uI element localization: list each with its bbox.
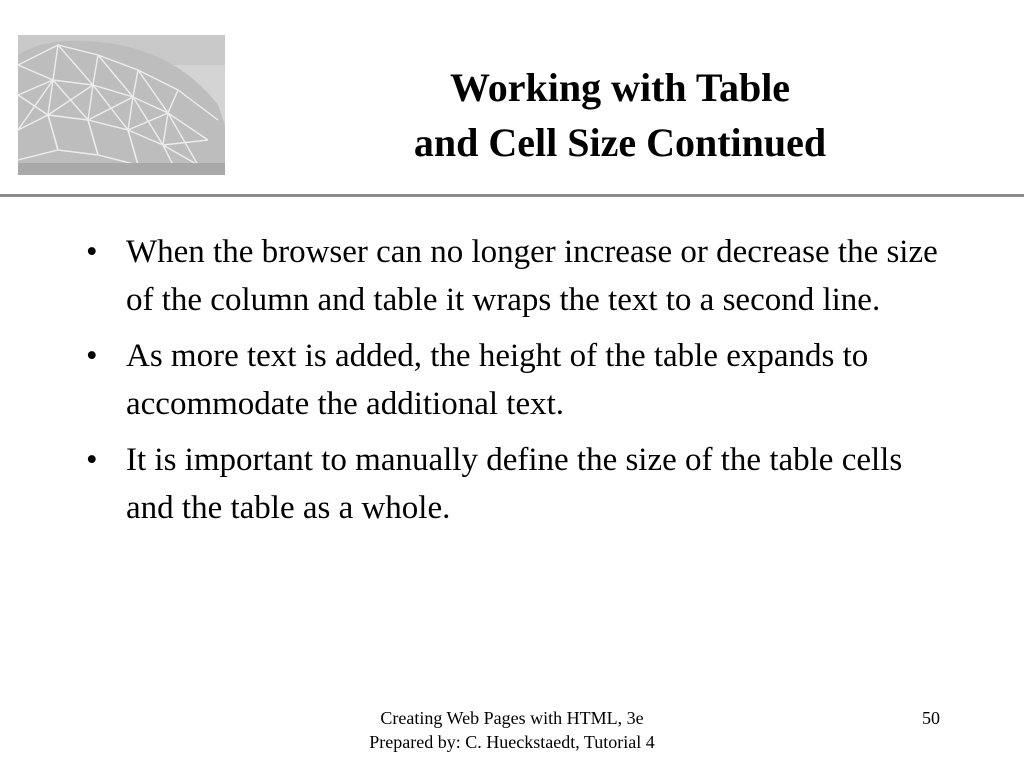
slide-title	[240, 60, 1000, 170]
geodesic-dome-graphic	[18, 35, 225, 175]
bullet-list	[86, 228, 946, 540]
bullet-marker: •	[86, 234, 98, 270]
bullet-text: When the browser can no longer increase or decrease the size of the column and table it wraps the text to a second line.	[126, 234, 938, 318]
slide-title-line-1: Working with Table	[449, 65, 791, 110]
footer-credits	[312, 706, 712, 754]
title-divider	[0, 194, 1024, 197]
page-number: 50	[922, 708, 940, 728]
bullet-text: It is important to manually define the size of the table cells and the table as a whole.	[126, 442, 903, 526]
bullet-text: As more text is added, the height of the table expands to accommodate the additional text.	[126, 338, 869, 422]
bullet-item	[86, 332, 946, 428]
bullet-item	[86, 436, 946, 532]
bullet-marker: •	[86, 442, 98, 478]
footer-course-title: Creating Web Pages with HTML, 3e	[380, 708, 644, 728]
bullet-marker: •	[86, 338, 98, 374]
footer-author: Prepared by: C. Hueckstaedt, Tutorial 4	[369, 732, 655, 752]
bullet-item	[86, 228, 946, 324]
geodesic-dome-image	[18, 35, 225, 175]
slide-title-line-2: and Cell Size Continued	[413, 120, 827, 165]
